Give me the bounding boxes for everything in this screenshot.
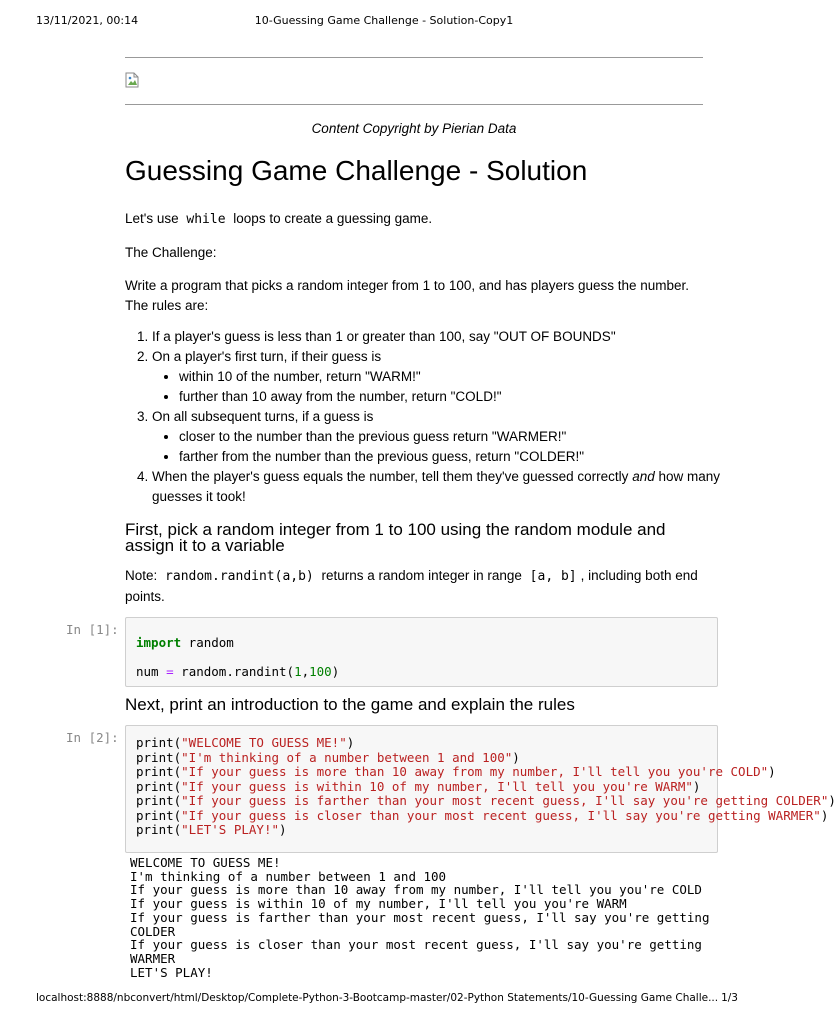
code-text: print( [136,822,182,837]
print-url: localhost:8888/nbconvert/html/Desktop/Complete-Python-3-Bootcamp-master/02-Python Statements/10-Guessing Game Challe... [36,992,719,1004]
print-page-number: 1/3 [721,992,738,1004]
rule-text: If a player's guess is less than 1 or greater than 100, say "OUT OF BOUNDS" [152,329,616,344]
code-operator: = [166,664,174,679]
code-text: num [136,664,167,679]
inline-code-randint: random.randint(a,b) [165,569,314,584]
code-string: "I'm thinking of a number between 1 and 100" [181,749,513,765]
code-string: "If your guess is farther than your most recent guess, I'll say you're getting COLDER" [181,793,829,808]
print-datetime: 13/11/2021, 00:14 [36,14,139,27]
rule-text: how many guesses it took! [152,469,721,504]
sub-rules-list [152,427,742,467]
section-heading-random: First, pick a random integer from 1 to 100 using the random module and assign it to a variable [125,520,666,555]
sub-rule-item: • further than 10 away from the number, return "COLD!" [179,387,742,407]
code-text: , [301,664,310,679]
cell-output: WELCOME TO GUESS ME! I'm thinking of a number between 1 and 100 If your guess is more than 10 away from my number, I'll tell you you're COLD If your guess is within 10 of my number, I'll tell you you're WARM If your guess is farther than your most recent guess, I'll say you're getting COLDER If your guess is closer than your most recent guess, I'll say you're getting WARMER LET'S PLAY! [130,855,710,980]
code-text: ) [820,807,829,823]
code-text: ) [512,749,520,765]
inline-code-range: [a, b] [529,569,577,584]
code-text: print( [136,764,182,779]
code-string: "If your guess is more than 10 away from my number, I'll tell you you're COLD" [181,764,769,779]
code-number: 1 [294,664,302,679]
code-block [126,726,836,838]
print-footer [36,992,738,1008]
code-string: "If your guess is within 10 of my number, I'll tell you you're WARM" [181,778,693,794]
inline-code-while: while [186,212,226,227]
challenge-label: The Challenge: [125,245,217,260]
divider-bottom [125,104,703,105]
code-string: "WELCOME TO GUESS ME!" [181,735,347,750]
rule-item [152,327,742,347]
code-cell-1[interactable] [125,617,718,687]
code-text: ) [768,764,776,779]
code-keyword: import [136,635,182,650]
rule-text: On all subsequent turns, if a guess is [152,409,374,424]
code-string: "LET'S PLAY!" [181,822,279,837]
code-text: print( [136,793,182,808]
code-text: ) [828,793,836,808]
code-string: "If your guess is closer than your most recent guess, I'll say you're getting WARMER" [181,807,821,823]
code-text: print( [136,749,182,765]
print-header [36,14,732,30]
code-text: print( [136,807,182,823]
rule-item [152,347,742,407]
code-text: random [181,635,234,650]
code-number: 100 [309,664,332,679]
note-text: Note: [125,568,158,583]
code-cell-2[interactable] [125,725,836,853]
code-text: ) [692,778,701,794]
rule-text: When the player's guess equals the number, tell them they've guessed correctly [152,469,629,484]
page-title: Guessing Game Challenge - Solution [125,155,588,186]
sub-rule-item: • within 10 of the number, return "WARM!" [179,367,742,387]
sub-rule-item: • closer to the number than the previous guess return "WARMER!" [179,427,742,447]
note-text: returns a random integer in range [321,568,522,583]
note-paragraph [125,566,715,607]
intro-text-post: loops to create a guessing game. [233,211,433,226]
challenge-text: Write a program that picks a random integer from 1 to 100, and has players guess the number. The rules are: [125,278,690,313]
code-block [126,618,717,686]
section-heading-intro: Next, print an introduction to the game and explain the rules [125,695,575,714]
intro-text-pre: Let's use [125,211,179,226]
sub-rules-list [152,367,742,407]
rules-list [125,327,742,507]
code-text: print( [136,778,182,794]
cell-prompt: In [1]: [66,622,119,637]
cell-prompt: In [2]: [66,730,119,745]
code-text: ) [331,664,340,679]
code-text: ) [346,735,355,750]
rule-text: On a player's first turn, if their guess is [152,349,382,364]
rule-item [152,467,742,507]
divider-top [125,57,703,58]
note-text: , including both end points. [125,568,698,604]
rule-emphasis: and [632,469,655,484]
code-text: print( [136,735,182,750]
intro-paragraph [125,209,715,230]
code-text: random.randint( [173,664,295,679]
print-title: 10-Guessing Game Challenge - Solution-Copy1 [254,14,514,27]
rule-item [152,407,742,467]
code-text: ) [279,822,287,837]
copyright-text: Content Copyright by Pierian Data [311,121,517,136]
sub-rule-item: • farther from the number than the previous guess, return "COLDER!" [179,447,742,467]
broken-image-icon [125,72,139,88]
